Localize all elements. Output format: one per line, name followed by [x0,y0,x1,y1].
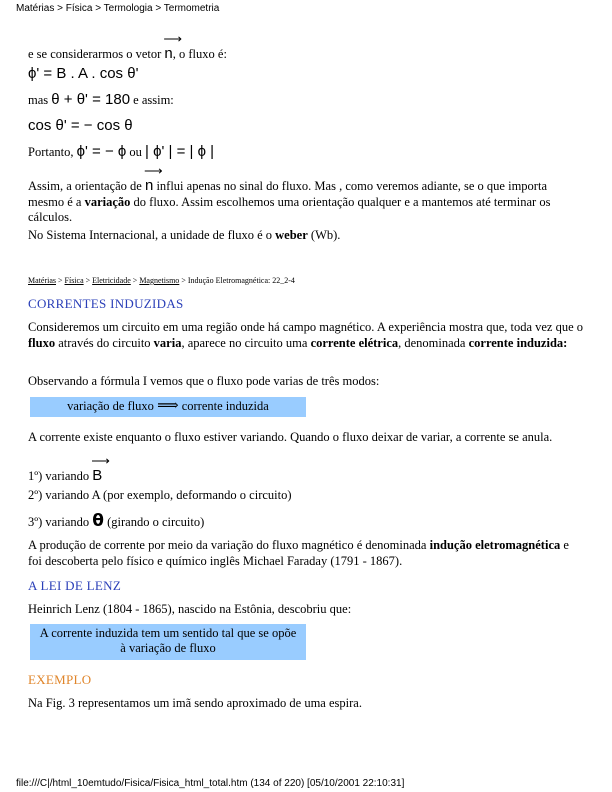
page-breadcrumb: Matérias > Física > Termologia > Termometria [16,3,220,14]
breadcrumb-link-eletricidade[interactable]: Eletricidade [92,276,131,285]
breadcrumb-link-magnetismo[interactable]: Magnetismo [139,276,180,285]
breadcrumb-link-fisica[interactable]: Física [64,276,84,285]
conclusion-line: Portanto, ϕ' = − ϕ ou | ϕ' | = | ϕ | [28,143,215,160]
theta-symbol: θ [92,511,104,531]
section-title-lenz: A LEI DE LENZ [28,578,122,593]
section-breadcrumb: Matérias > Física > Eletricidade > Magnetismo > Indução Eletromagnética: 22_2-4 [28,276,295,285]
current-exists-paragraph: A corrente existe enquanto o fluxo estiver variando. Quando o fluxo deixar de variar, a corrente se anula. [28,430,553,444]
angle-equation: θ + θ' = 180 [51,91,131,108]
mode-2-line: 2º) variando A (por exemplo, deformando o circuito) [28,488,292,502]
three-modes-paragraph: Observando a fórmula I vemos que o fluxo pode varias de três modos: [28,374,380,388]
flux-equation: ϕ' = B . A . cos θ' [28,65,139,82]
vector-b-symbol: ⟶ B [91,453,110,484]
induced-current-paragraph: Consideremos um circuito em uma região onde há campo magnético. A experiência mostra que, toda vez que o fluxo através do circuito varia, aparece no circuito uma corrente elétrica, denominada corrente induzida: [28,320,584,350]
faraday-paragraph: A produção de corrente por meio da variação do fluxo magnético é denominada indução eletromagnética e foi descoberta pelo físico e químico inglês Michael Faraday (1791 - 1867). [28,538,569,568]
cosine-equation: cos θ' = − cos θ [28,117,133,134]
mode-3-line: 3º) variando θ (girando o circuito) [28,511,205,531]
page-footer: file:///C|/html_10emtudo/Fisica/Fisica_html_total.htm (134 of 220) [05/10/2001 22:10:31] [16,778,405,789]
breadcrumb-link-materias[interactable]: Matérias [28,276,56,285]
flux-sign-equation: ϕ' = − ϕ [76,143,127,160]
section-title-correntes: CORRENTES INDUZIDAS [28,296,184,311]
mode-1-line: 1º) variando ⟶ B [28,453,110,484]
angle-line: mas θ + θ' = 180 e assim: [28,91,174,108]
flux-current-box: variação de fluxo ⟹ corrente induzida [30,397,306,417]
lenz-law-box: A corrente induzida tem um sentido tal que se opõe à variação de fluxo [30,624,306,660]
section-title-exemplo: EXEMPLO [28,672,92,687]
vector-n-symbol-2: ⟶ n [143,163,163,194]
example-paragraph: Na Fig. 3 representamos um imã sendo aproximado de uma espira. [28,696,362,710]
vector-n-symbol: ⟶ n [163,31,183,62]
weber-paragraph: No Sistema Internacional, a unidade de fluxo é o weber (Wb). [28,228,341,242]
double-arrow-icon: ⟹ [157,398,179,414]
lenz-paragraph: Heinrich Lenz (1804 - 1865), nascido na Estônia, descobriu que: [28,602,352,616]
orientation-paragraph: Assim, a orientação de ⟶ n influi apenas no sinal do fluxo. Mas , como veremos adiante, se o que importa mesmo é a variação do fluxo. Assim escolhemos uma orientação qualquer e a mantemos até terminar os cálculos. [28,163,551,224]
flux-abs-equation: | ϕ' | = | ϕ | [145,143,215,160]
vector-n-line: e se considerarmos o vetor ⟶ n, o fluxo é: [28,31,227,62]
